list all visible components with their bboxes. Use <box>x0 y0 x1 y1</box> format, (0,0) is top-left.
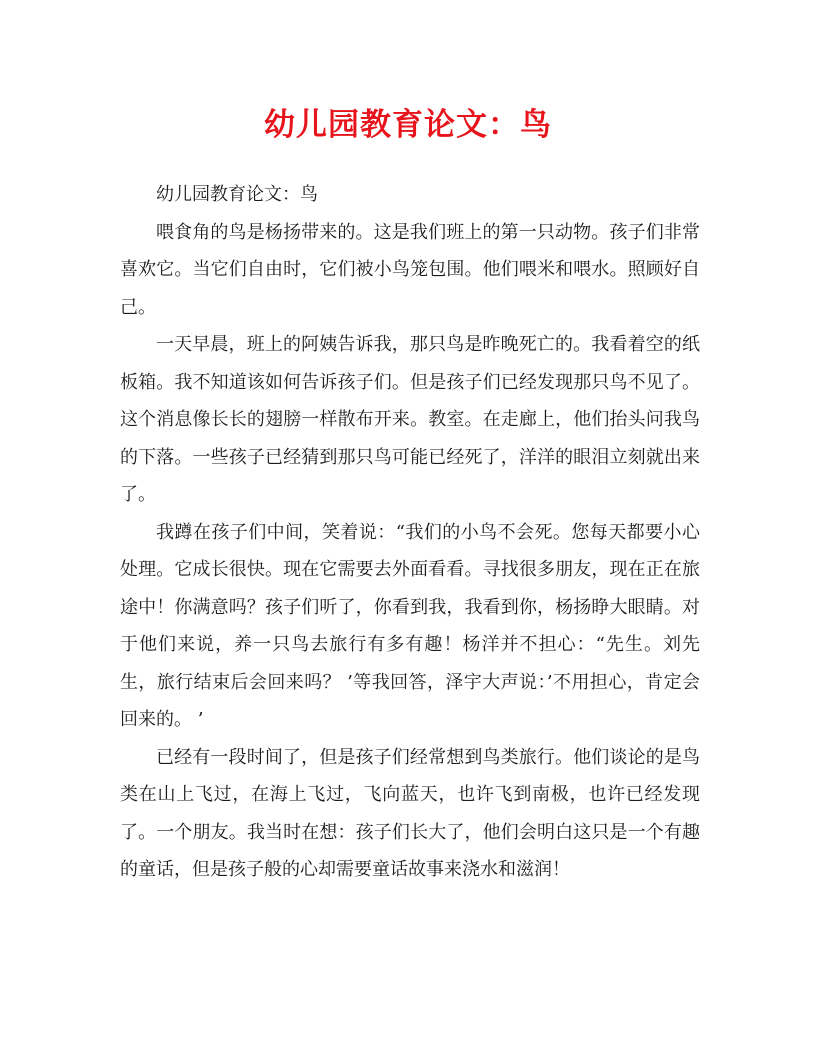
paragraph-4: 已经有一段时间了，但是孩子们经常想到鸟类旅行。他们谈论的是鸟类在山上飞过，在海上飞过，飞向蓝天，也许飞到南极，也许已经发现了。一个朋友。我当时在想：孩子们长大了，他们会明白这只是一个有趣的童话，但是孩子般的心却需要童话故事来浇水和滋润！ <box>120 746 700 880</box>
paragraph-1: 喂食角的鸟是杨扬带来的。这是我们班上的第一只动物。孩子们非常喜欢它。当它们自由时，它们被小鸟笼包围。他们喂米和喂水。照顾好自己。 <box>120 221 700 318</box>
document-title: 幼儿园教育论文：鸟 <box>264 107 552 143</box>
paragraph-2: 一天早晨，班上的阿姨告诉我，那只鸟是昨晚死亡的。我看着空的纸板箱。我不知道该如何告诉孩子们。但是孩子们已经发现那只鸟不见了。这个消息像长长的翅膀一样散布开来。教室。在走廊上，他们抬头问我鸟的下落。一些孩子已经猜到那只鸟可能已经死了，洋洋的眼泪立刻就出来了。 <box>120 334 700 505</box>
paragraph-subtitle: 幼儿园教育论文：鸟 <box>156 184 318 205</box>
paragraph-3: 我蹲在孩子们中间，笑着说：“我们的小鸟不会死。您每天都要小心处理。它成长很快。现在它需要去外面看看。寻找很多朋友，现在正在旅途中！你满意吗？孩子们听了，你看到我，我看到你，杨扬睁大眼睛。对于他们来说，养一只鸟去旅行有多有趣！杨洋并不担心：“先生。刘先生，旅行结束后会回来吗？ ’等我回答，泽宇大声说：’不用担心，肯定会回来的。 ’ <box>120 521 700 730</box>
document-body <box>120 176 700 889</box>
